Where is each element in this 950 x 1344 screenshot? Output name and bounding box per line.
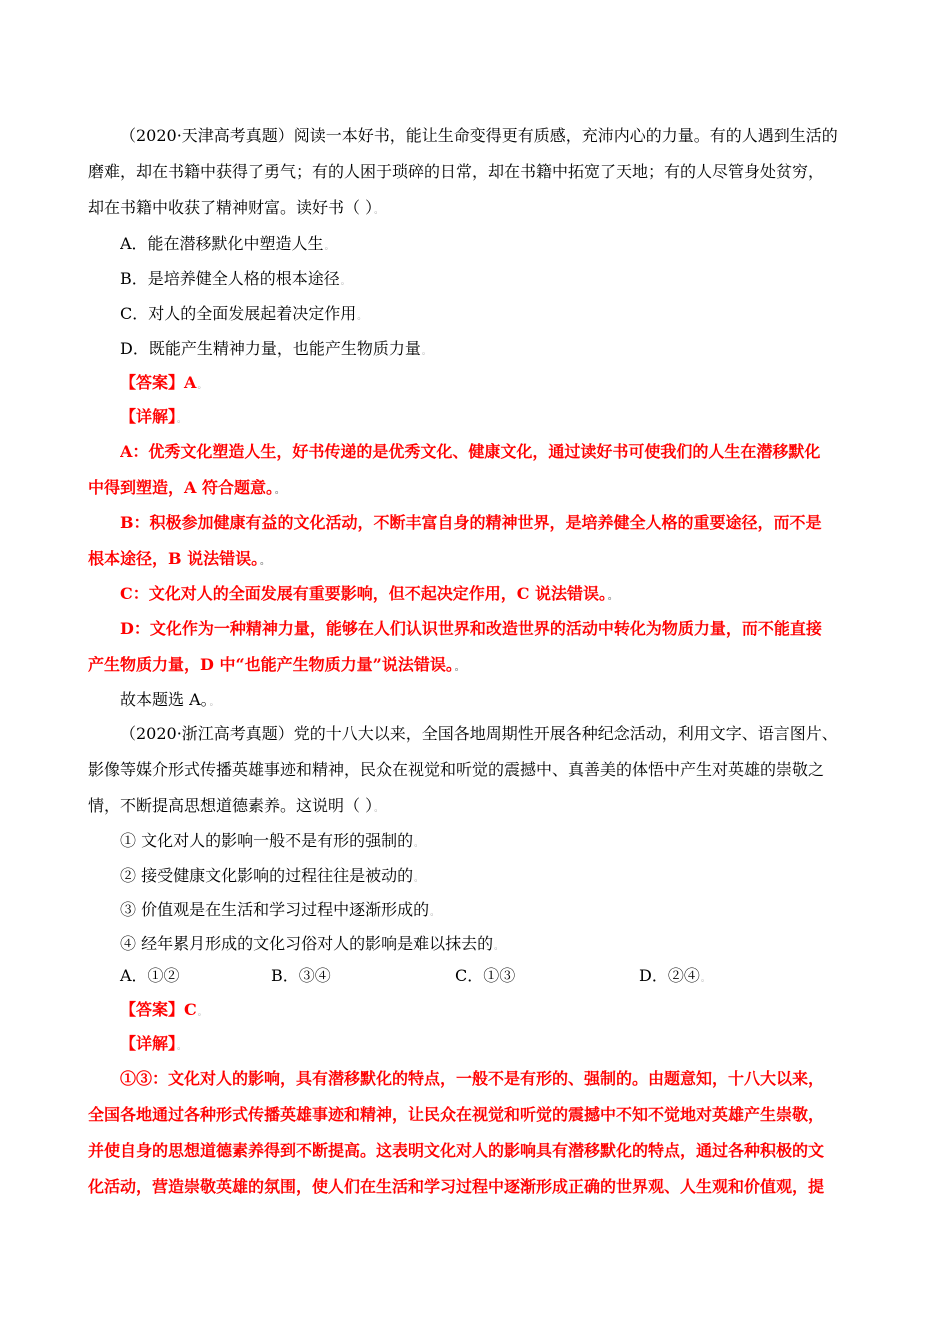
q2-choice-d: D．②④。: [639, 966, 710, 985]
q2-detail-label: 【详解】。: [120, 1034, 187, 1053]
q1-stem-line-3: 却在书籍中收获了精神财富。读好书（ ）。: [88, 198, 384, 217]
q1-answer-value: A: [184, 373, 197, 392]
q1-option-c: C．对人的全面发展起着决定作用。: [120, 304, 367, 323]
q1-option-d: D．既能产生精神力量，也能产生物质力量。: [120, 339, 431, 358]
q1-detail-line-3: B：积极参加健康有益的文化活动，不断丰富自身的精神世界，是培养健全人格的重要途径，而不是: [120, 513, 822, 532]
q2-choice-c: C．①③: [455, 966, 516, 985]
q2-answer-value: C: [184, 1000, 197, 1019]
q2-statement-1: ① 文化对人的影响一般不是有形的强制的。: [120, 831, 424, 850]
q2-statement-4: ④ 经年累月形成的文化习俗对人的影响是难以抹去的。: [120, 934, 504, 953]
q2-detail-line-1: ①③：文化对人的影响，具有潜移默化的特点，一般不是有形的、强制的。由题意知，十八大以来，: [120, 1069, 825, 1088]
q2-detail-line-3: 并使自身的思想道德素养得到不断提高。这表明文化对人的影响具有潜移默化的特点，通过各种积极的文: [88, 1141, 825, 1160]
q1-stem-line-1: （2020·天津高考真题）阅读一本好书，能让生命变得更有质感，充沛内心的力量。有的人遇到生活的: [120, 126, 838, 145]
q2-detail-line-2: 全国各地通过各种形式传播英雄事迹和精神，让民众在视觉和听觉的震撼中不知不觉地对英雄产生崇敬，: [88, 1105, 825, 1124]
q1-detail-label: 【详解】。: [120, 407, 187, 426]
q1-option-a: A．能在潜移默化中塑造人生。: [120, 234, 334, 253]
q2-stem-line-1: （2020·浙江高考真题）党的十八大以来，全国各地周期性开展各种纪念活动，利用文字、语言图片、: [120, 724, 838, 743]
q2-choice-a: A．①②: [120, 966, 180, 985]
q1-conclusion: 故本题选 A。。: [120, 690, 219, 709]
q1-option-b: B．是培养健全人格的根本途径。: [120, 269, 350, 288]
q2-stem-line-3: 情，不断提高思想道德素养。这说明（ ）。: [88, 796, 384, 815]
q2-answer: 【答案】C。: [120, 1000, 207, 1019]
q2-detail-line-4: 化活动，营造崇敬英雄的氛围，使人们在生活和学习过程中逐渐形成正确的世界观、人生观和价值观，提: [88, 1177, 825, 1196]
q1-detail-line-2: 中得到塑造，A 符合题意。。: [88, 478, 285, 497]
q2-answer-label: 【答案】: [120, 1000, 185, 1019]
q1-detail-line-4: 根本途径，B 说法错误。。: [88, 549, 270, 568]
q2-stem-line-2: 影像等媒介形式传播英雄事迹和精神，民众在视觉和听觉的震撼中、真善美的体悟中产生对英雄的崇敬之: [88, 760, 825, 779]
q1-answer-label: 【答案】: [120, 373, 185, 392]
q2-statement-2: ② 接受健康文化影响的过程往往是被动的。: [120, 866, 424, 885]
q1-answer: 【答案】A。: [120, 373, 207, 392]
q1-stem-line-2: 磨难，却在书籍中获得了勇气；有的人困于琐碎的日常，却在书籍中拓宽了天地；有的人尽管身处贫穷，: [88, 162, 825, 181]
q1-detail-line-5: C：文化对人的全面发展有重要影响，但不起决定作用，C 说法错误。。: [120, 584, 618, 603]
q1-detail-line-7: 产生物质力量，D 中“也能产生物质力量”说法错误。。: [88, 655, 464, 674]
q2-statement-3: ③ 价值观是在生活和学习过程中逐渐形成的。: [120, 900, 440, 919]
q2-choice-b: B．③④: [271, 966, 331, 985]
q1-detail-line-6: D：文化作为一种精神力量，能够在人们认识世界和改造世界的活动中转化为物质力量，而不能直接: [120, 619, 822, 638]
q1-detail-line-1: A：优秀文化塑造人生，好书传递的是优秀文化、健康文化，通过读好书可使我们的人生在潜移默化: [120, 442, 821, 461]
